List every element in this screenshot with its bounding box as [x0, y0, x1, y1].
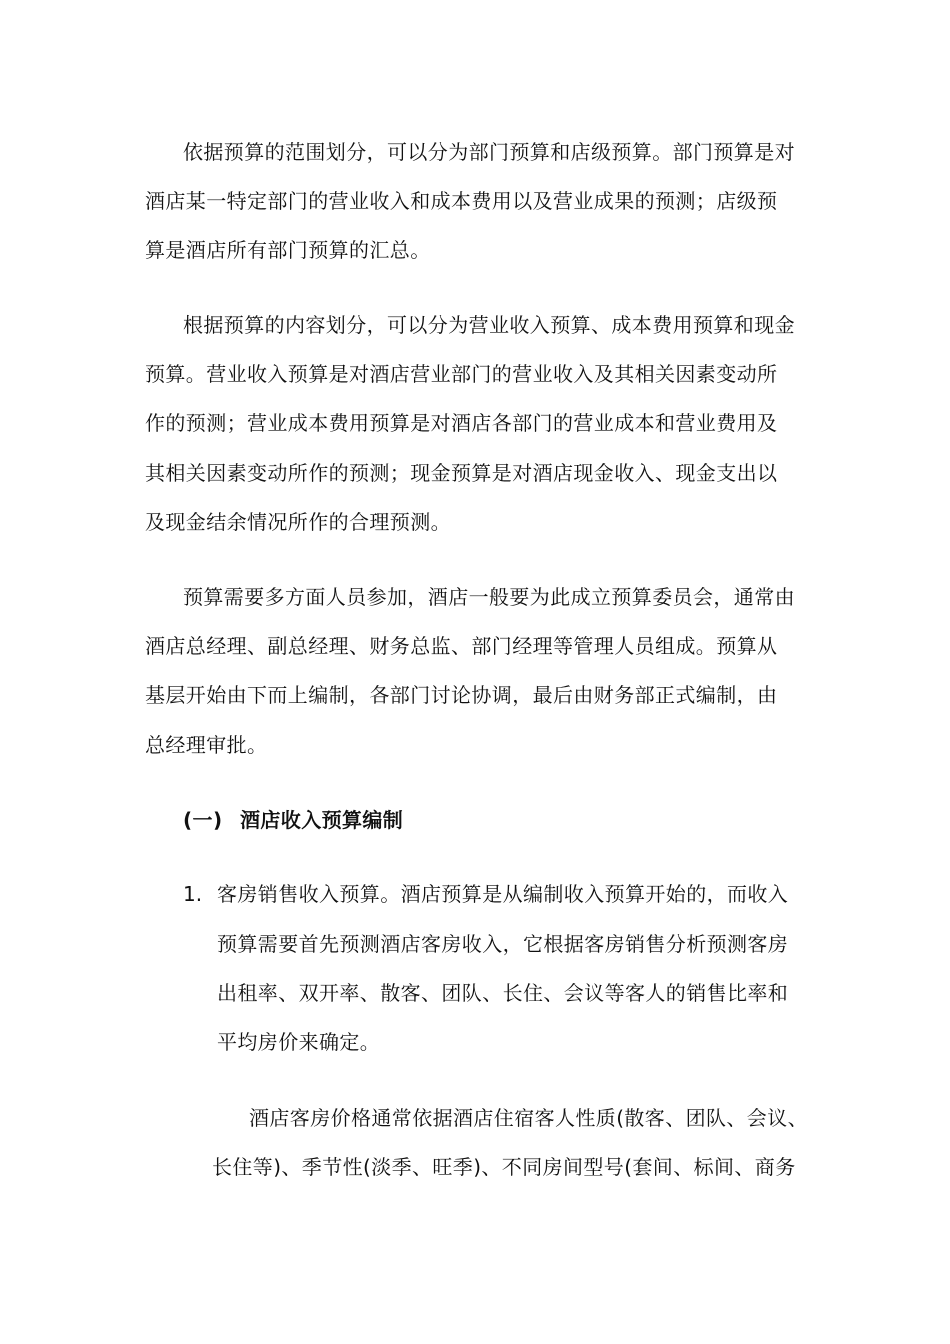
paragraph-2-line-1: 根据预算的内容划分，可以分为营业收入预算、成本费用预算和现金	[183, 313, 795, 337]
list-item-line-4: 平均房价来确定。	[217, 1030, 381, 1054]
section-number: (一)	[183, 808, 223, 832]
paragraph-2-line-4: 其相关因素变动所作的预测；现金预算是对酒店现金收入、现金支出以	[145, 461, 778, 485]
list-item-line-2: 预算需要首先预测酒店客房收入，它根据客房销售分析预测客房	[217, 932, 789, 956]
paragraph-3-line-4: 总经理审批。	[145, 733, 268, 757]
paragraph-3-line-1: 预算需要多方面人员参加，酒店一般要为此成立预算委员会，通常由	[183, 585, 795, 609]
section-title: 酒店收入预算编制	[240, 808, 404, 832]
paragraph-3-line-3: 基层开始由下而上编制，各部门讨论协调，最后由财务部正式编制，由	[145, 683, 778, 707]
list-item-number: 1.	[183, 882, 203, 906]
paragraph-1-line-1: 依据预算的范围划分，可以分为部门预算和店级预算。部门预算是对	[183, 140, 795, 164]
list-item-line-1: 客房销售收入预算。酒店预算是从编制收入预算开始的，而收入	[217, 882, 789, 906]
paragraph-1-line-2: 酒店某一特定部门的营业收入和成本费用以及营业成果的预测；店级预	[145, 189, 778, 213]
list-item-line-3: 出租率、双开率、散客、团队、长住、会议等客人的销售比率和	[217, 981, 789, 1005]
paragraph-2-line-3: 作的预测；营业成本费用预算是对酒店各部门的营业成本和营业费用及	[145, 411, 778, 435]
paragraph-2-line-2: 预算。营业收入预算是对酒店营业部门的营业收入及其相关因素变动所	[145, 362, 778, 386]
paragraph-4-line-2: 长住等)、季节性(淡季、旺季)、不同房间型号(套间、标间、商务	[212, 1155, 796, 1179]
paragraph-2-line-5: 及现金结余情况所作的合理预测。	[145, 510, 451, 534]
paragraph-4-line-1: 酒店客房价格通常依据酒店住宿客人性质(散客、团队、会议、	[249, 1106, 809, 1130]
paragraph-1-line-3: 算是酒店所有部门预算的汇总。	[145, 238, 431, 262]
paragraph-3-line-2: 酒店总经理、副总经理、财务总监、部门经理等管理人员组成。预算从	[145, 634, 778, 658]
